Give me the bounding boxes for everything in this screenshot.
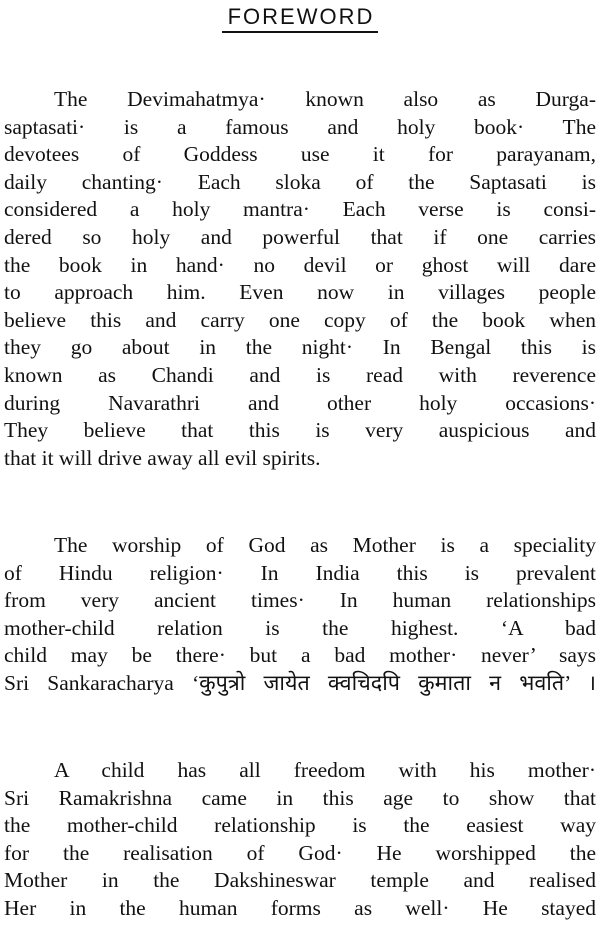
text-line: to approach him. Even now in villages people — [4, 280, 596, 305]
paragraph-1 — [4, 86, 596, 472]
text-line: for the realisation of God· He worshipped the — [4, 840, 596, 865]
text-line: from very ancient times· In human relationships — [4, 588, 596, 613]
text-line: considered a holy mantra· Each verse is consi- — [4, 197, 596, 222]
text-line: daily chanting· Each sloka of the Saptasati is — [4, 169, 596, 194]
paragraph-2 — [4, 532, 596, 698]
text-line: of Hindu religion· In India this is prevalent — [4, 560, 596, 585]
text-line: child may be there· but a bad mother· never’ says — [4, 643, 596, 668]
text-line: Sri Sankaracharya ‘कुपुत्रो जायेत क्वचिदपि कुमाता न भवति’ । — [4, 670, 596, 695]
text-line: devotees of Goddess use it for parayanam, — [4, 142, 596, 167]
text-line: The worship of God as Mother is a speciality — [54, 533, 596, 557]
text-line: Sri Ramakrishna came in this age to show that — [4, 785, 596, 810]
text-line: dered so holy and powerful that if one carries — [4, 224, 596, 249]
text-line: during Navarathri and other holy occasions· — [4, 390, 596, 415]
text-line: saptasati· is a famous and holy book· The — [4, 114, 596, 139]
text-line: believe this and carry one copy of the book when — [4, 307, 596, 332]
text-line: they go about in the night· In Bengal this is — [4, 335, 596, 360]
text-line: Her in the human forms as well· He stayed — [4, 895, 596, 920]
page-heading — [0, 3, 600, 33]
text-line: the book in hand· no devil or ghost will dare — [4, 252, 596, 277]
text-line: known as Chandi and is read with reverence — [4, 362, 596, 387]
text-line: mother-child relation is the highest. ‘A bad — [4, 615, 596, 640]
text-line: The Devimahatmya· known also as Durga- — [54, 87, 596, 111]
text-line: A child has all freedom with his mother· — [54, 758, 596, 782]
paragraph-3 — [4, 757, 596, 923]
heading-text: FOREWORD — [222, 3, 379, 33]
text-line: the mother-child relationship is the easiest way — [4, 813, 596, 838]
text-line: They believe that this is very auspicious and — [4, 418, 596, 443]
text-line: that it will drive away all evil spirits. — [4, 445, 321, 470]
text-line: Mother in the Dakshineswar temple and realised — [4, 868, 596, 893]
